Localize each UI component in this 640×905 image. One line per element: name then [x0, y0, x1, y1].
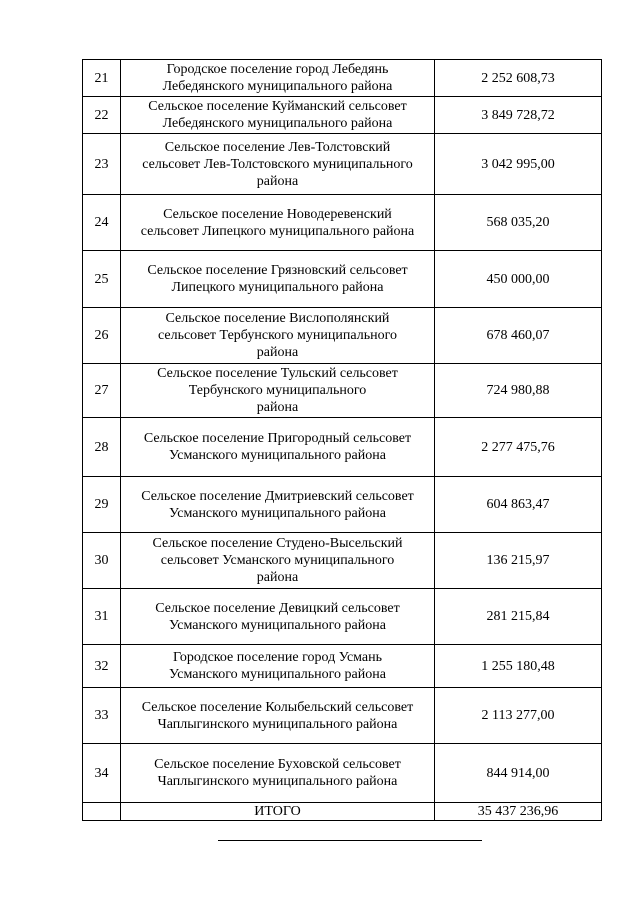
row-number: 22 [83, 97, 121, 134]
table-row [83, 744, 602, 803]
amount: 844 914,00 [435, 744, 602, 803]
name-line: Лебедянского муниципального района [162, 79, 393, 94]
name-line: сельсовет Усманского муниципального [160, 553, 395, 568]
table-row [83, 364, 602, 418]
table-row [83, 589, 602, 645]
amount: 1 255 180,48 [435, 645, 602, 688]
name-line: Сельское поселение Пригородный сельсовет [143, 431, 412, 446]
name-line: района [256, 400, 299, 415]
name-line: Сельское поселение Студено-Высельский [152, 536, 403, 551]
amount: 678 460,07 [435, 308, 602, 364]
name-line: Сельское поселение Вислополянский [165, 311, 390, 326]
name-line: Сельское поселение Буховской сельсовет [154, 757, 401, 772]
row-number: 34 [83, 744, 121, 803]
amount: 136 215,97 [435, 533, 602, 589]
name-line: Сельское поселение Грязновский сельсовет [147, 263, 408, 278]
name-line: района [256, 345, 299, 360]
table-row [83, 533, 602, 589]
table-row [83, 134, 602, 195]
name-line: Сельское поселение Тульский сельсовет [157, 366, 398, 381]
name-line: Липецкого муниципального района [171, 280, 384, 295]
name-line: Усманского муниципального района [169, 617, 386, 633]
name-line: района [256, 173, 299, 189]
row-number: 29 [83, 477, 121, 533]
amount: 3 042 995,00 [435, 134, 602, 195]
name-line: Городское поселение город Лебедянь [166, 62, 389, 77]
row-number: 24 [83, 195, 121, 251]
settlement-name [121, 645, 435, 688]
name-line: сельсовет Тербунского муниципального [158, 328, 397, 343]
name-line: района [256, 570, 299, 585]
name-line: сельсовет Липецкого муниципального района [140, 223, 415, 239]
total-row [83, 803, 602, 821]
table-row [83, 477, 602, 533]
amount: 281 215,84 [435, 589, 602, 645]
name-line: сельсовет Лев-Толстовского муниципального [142, 156, 413, 172]
table-body [83, 60, 602, 821]
table-row [83, 308, 602, 364]
row-number: 25 [83, 251, 121, 308]
name-line: Лебедянского муниципального района [162, 116, 393, 131]
budget-table [82, 59, 602, 821]
name-line: Сельское поселение Дмитриевский сельсовет [141, 488, 414, 504]
name-line: Усманского муниципального района [169, 505, 386, 521]
row-number: 33 [83, 688, 121, 744]
table-row [83, 60, 602, 97]
table-row [83, 418, 602, 477]
settlement-name [121, 251, 435, 308]
amount: 450 000,00 [435, 251, 602, 308]
name-line: Сельское поселение Новодеревенский [163, 206, 392, 222]
settlement-name [121, 60, 435, 97]
settlement-name [121, 97, 435, 134]
table-row [83, 195, 602, 251]
total-number [83, 803, 121, 821]
name-line: Сельское поселение Девицкий сельсовет [155, 600, 400, 616]
settlement-name [121, 477, 435, 533]
settlement-name [121, 744, 435, 803]
table-row [83, 688, 602, 744]
row-number: 31 [83, 589, 121, 645]
amount: 724 980,88 [435, 364, 602, 418]
name-line: Городское поселение город Усмань [172, 650, 383, 665]
settlement-name [121, 533, 435, 589]
total-label: ИТОГО [121, 803, 435, 821]
amount: 2 277 475,76 [435, 418, 602, 477]
settlement-name [121, 195, 435, 251]
name-line: Сельское поселение Колыбельский сельсовет [141, 699, 414, 715]
settlement-name [121, 308, 435, 364]
settlement-name [121, 134, 435, 195]
row-number: 26 [83, 308, 121, 364]
table-row [83, 251, 602, 308]
name-line: Чаплыгинского муниципального района [157, 774, 398, 789]
row-number: 27 [83, 364, 121, 418]
row-number: 30 [83, 533, 121, 589]
table-row [83, 97, 602, 134]
settlement-name [121, 589, 435, 645]
signature-line [218, 840, 482, 841]
amount: 604 863,47 [435, 477, 602, 533]
amount: 2 113 277,00 [435, 688, 602, 744]
name-line: Сельское поселение Лев-Толстовский [164, 139, 391, 155]
settlement-name [121, 364, 435, 418]
name-line: Тербунского муниципального [188, 383, 367, 398]
amount: 2 252 608,73 [435, 60, 602, 97]
total-amount: 35 437 236,96 [435, 803, 602, 821]
name-line: Усманского муниципального района [169, 448, 386, 463]
settlement-name [121, 418, 435, 477]
name-line: Усманского муниципального района [169, 667, 386, 682]
row-number: 28 [83, 418, 121, 477]
name-line: Чаплыгинского муниципального района [157, 716, 398, 732]
amount: 3 849 728,72 [435, 97, 602, 134]
row-number: 21 [83, 60, 121, 97]
settlement-name [121, 688, 435, 744]
table-row [83, 645, 602, 688]
row-number: 32 [83, 645, 121, 688]
amount: 568 035,20 [435, 195, 602, 251]
row-number: 23 [83, 134, 121, 195]
name-line: Сельское поселение Куйманский сельсовет [148, 99, 407, 114]
